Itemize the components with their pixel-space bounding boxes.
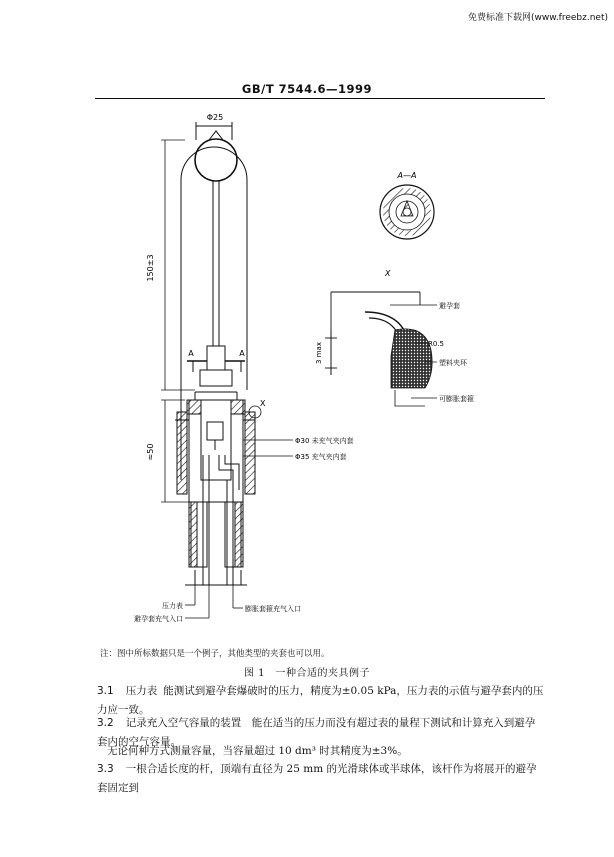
callout-inner-35: Φ35 充气夹内套 bbox=[295, 453, 347, 461]
dim-phi25: Φ25 bbox=[206, 113, 224, 122]
watermark: 免费标准下载网(www.freebz.net) bbox=[468, 13, 608, 23]
callout-inner-30: Φ30 未充气夹内套 bbox=[295, 437, 354, 445]
standard-number: GB/T 7544.6—1999 bbox=[241, 82, 373, 96]
clause-term: 压力表 bbox=[125, 685, 158, 697]
header-rule bbox=[95, 98, 545, 99]
callout-condom-inlet: 避孕套充气入口 bbox=[134, 615, 183, 623]
clause-3-2-accuracy: 无论何种方式测量容量，当容量超过 10 dm³ 时其精度为±3%。 bbox=[107, 745, 408, 757]
detail-x-view bbox=[325, 292, 432, 406]
section-aa-view bbox=[380, 185, 434, 239]
dim-150: 150±3 bbox=[146, 254, 155, 282]
clause-3-3 bbox=[97, 760, 545, 798]
section-aa-label: A—A bbox=[397, 171, 417, 180]
figure-note: 注：图中所标数据只是一个例子，其他类型的夹套也可以用。 bbox=[100, 649, 330, 659]
callout-condom: 避孕套 bbox=[439, 302, 460, 310]
clause-text: 一根合适长度的杆，顶端有直径为 25 mm 的光滑球体或半球体，该杆作为将展开的避孕套固定到 bbox=[97, 763, 537, 794]
section-a-right: A bbox=[239, 349, 245, 358]
dim-radius: R0.5 bbox=[428, 340, 444, 348]
figure-caption: 图 1 一种合适的夹具例子 bbox=[243, 668, 371, 679]
section-a-left: A bbox=[188, 349, 194, 358]
clause-text: 记录充入空气容量的装置 能在适当的压力而没有超过表的量程下测试和计算充入到避孕套内的空气容量。 bbox=[97, 717, 536, 748]
callout-plastic-ring: 塑料夹环 bbox=[439, 359, 467, 367]
apparatus-figure bbox=[95, 100, 545, 640]
callout-ring-inlet: 膨胀套箍充气入口 bbox=[245, 605, 301, 613]
dim-50: ≈50 bbox=[146, 443, 155, 461]
callout-inflatable-ring: 可膨胀套箍 bbox=[439, 395, 474, 403]
clause-number: 3.3 bbox=[97, 763, 114, 775]
clause-number: 3.2 bbox=[97, 717, 114, 729]
callout-pressure-gauge: 压力表 bbox=[162, 602, 183, 610]
clause-number: 3.1 bbox=[97, 685, 114, 697]
clause-text: 能测试到避孕套爆破时的压力，精度为±0.05 kPa，压力表的示值与避孕套内的压力应一致。 bbox=[97, 685, 544, 716]
detail-x-mark: X bbox=[260, 399, 266, 408]
dim-3max: 3 max bbox=[315, 342, 323, 364]
detail-x-label: X bbox=[385, 269, 391, 278]
